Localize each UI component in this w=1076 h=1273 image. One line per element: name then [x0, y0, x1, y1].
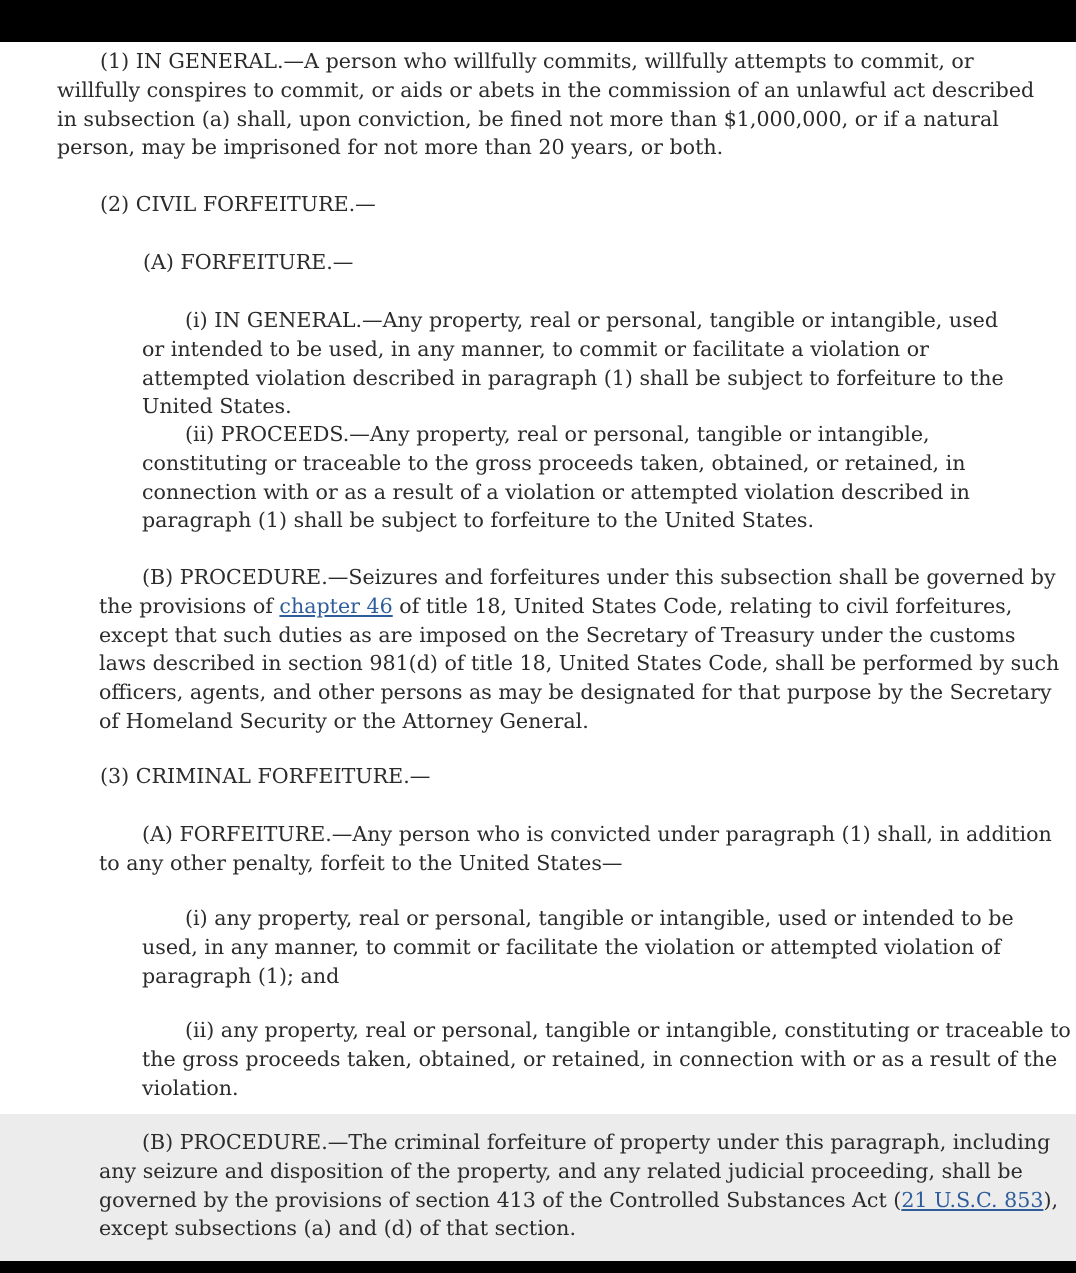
- paragraph-2-a-ii-proceeds: (ii) PROCEEDS.—Any property, real or personal, tangible or intangible, constituting or traceable to the gross proceeds taken, obtained, or retained, in connection with or as a result of a violation or attempted violation described in paragraph (1) shall be subject to forfeiture to the United States.: [142, 422, 970, 533]
- chapter-46-link[interactable]: chapter 46: [279, 593, 393, 618]
- bottom-bar: [0, 1261, 1076, 1273]
- 21-usc-853-link[interactable]: 21 U.S.C. 853: [901, 1187, 1044, 1212]
- paragraph-3-b-text-after: ), except subsections (a) and (d) of that section.: [99, 1187, 1059, 1241]
- paragraph-2-a-i-in-general: (i) IN GENERAL.—Any property, real or personal, tangible or intangible, used or intended to be used, in any manner, to commit or facilitate a violation or attempted violation described in paragraph (1) shall be subject to forfeiture to the United States.: [142, 308, 1004, 419]
- paragraph-3-a-i: (i) any property, real or personal, tangible or intangible, used or intended to be used, in any manner, to commit or facilitate the violation or attempted violation of paragraph (1); and: [142, 906, 1014, 988]
- paragraph-2-b-procedure: [99, 563, 1064, 736]
- paragraph-3-a-ii: (ii) any property, real or personal, tangible or intangible, constituting or traceable to the gross proceeds taken, obtained, or retained, in connection with or as a result of the violation.: [142, 1018, 1071, 1100]
- paragraph-2-b-text-after: of title 18, United States Code, relating to civil forfeitures, except that such duties as are imposed on the Secretary of Treasury under the customs laws described in section 981(d) of title 18, United States Code, shall be performed by such officers, agents, and other persons as may be designated for that purpose by the Secretary of Homeland Security or the Attorney General.: [99, 593, 1060, 733]
- heading-criminal-forfeiture: (3) CRIMINAL FORFEITURE.—: [100, 764, 431, 788]
- paragraph-2-b-text-before: (B) PROCEDURE.—Seizures and forfeitures under this subsection shall be governed by the provisions of: [99, 565, 1056, 618]
- paragraph-3-a-forfeiture: (A) FORFEITURE.—Any person who is convicted under paragraph (1) shall, in addition to any other penalty, forfeit to the United States—: [99, 822, 1052, 875]
- heading-civil-forfeiture: (2) CIVIL FORFEITURE.—: [100, 192, 376, 216]
- heading-2a-forfeiture: (A) FORFEITURE.—: [143, 250, 354, 274]
- paragraph-3-b-procedure: [99, 1128, 1069, 1243]
- paragraph-1-in-general: (1) IN GENERAL.—A person who willfully commits, willfully attempts to commit, or willfully conspires to commit, or aids or abets in the commission of an unlawful act described in subsection (a) shall, upon conviction, be fined not more than $1,000,000, or if a natural person, may be imprisoned for not more than 20 years, or both.: [57, 49, 1035, 160]
- paragraph-3-b-text-before: (B) PROCEDURE.—The criminal forfeiture of property under this paragraph, including any seizure and disposition of the property, and any related judicial proceeding, shall be governed by the provisions of section 413 of the Controlled Substances Act (: [99, 1130, 1051, 1212]
- top-status-bar: [0, 0, 1076, 42]
